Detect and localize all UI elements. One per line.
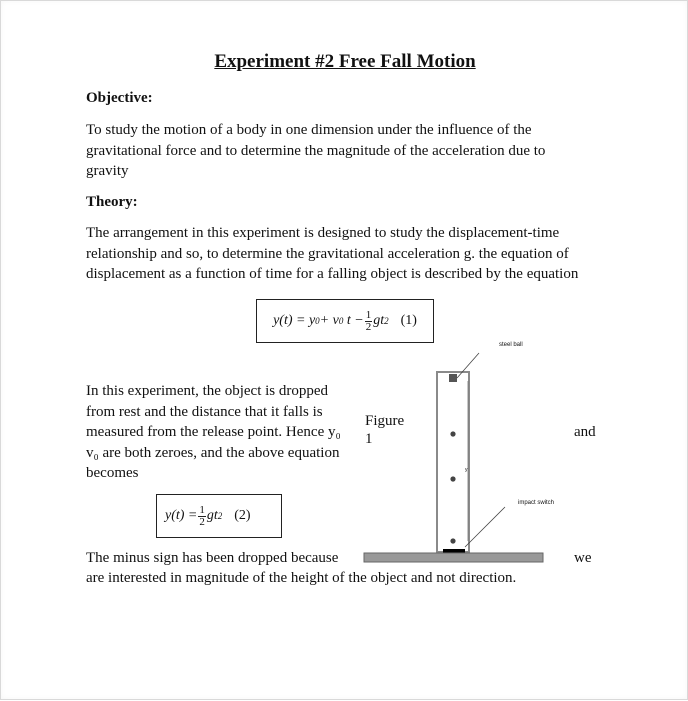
eq1-gt: gt [373,313,385,328]
experiment-line-1: In this experiment, the object is dropped [86,383,329,399]
objective-line-1: To study the motion of a body in one dimension under the influence of the [86,122,532,138]
closing-line-1: The minus sign has been dropped because [86,550,339,566]
experiment-line-5: becomes [86,465,139,481]
ball-position-3 [450,538,455,543]
eq2-frac-den: 2 [199,515,205,528]
objective-heading: Objective: [86,90,153,106]
theory-heading: Theory: [86,194,138,210]
eq1-frac-den: 2 [365,320,372,333]
ball-position-2 [450,476,455,481]
eq1-v0-subscript: 0 [338,316,344,326]
impact-switch-pointer [465,507,505,547]
release-clamp [449,374,457,382]
eq2-frac-num: 1 [199,503,205,516]
experiment-line-3: measured from the release point. Hence y₀ [86,424,341,440]
theory-line-3: displacement as a function of time for a falling object is described by the equation [86,266,579,282]
closing-line-2: are interested in magnitude of the height of the object and not direction. [86,570,517,586]
impact-switch [443,549,465,553]
eq1-power: 2 [384,316,389,326]
stand-frame [437,372,469,552]
theory-line-1: The arrangement in this experiment is designed to study the displacement-time [86,225,560,241]
experiment-line-4: v₀ are both zeroes, and the above equation [86,444,340,461]
eq2-power: 2 [217,511,223,521]
steel-ball-label: steel ball [499,342,523,348]
objective-line-3: gravity [86,163,129,179]
equation-2-number: (2) [234,508,251,523]
eq1-v-term: + v [319,313,339,328]
document-title: Experiment #2 Free Fall Motion [214,51,476,72]
equation-1-number: (1) [400,313,417,328]
eq2-lhs: y(t) = [165,508,198,523]
free-fall-apparatus-figure [1,1,688,701]
eq1-y0-subscript: 0 [315,316,320,326]
figure-label-word: Figure [365,413,405,429]
side-word-and: and [574,424,596,440]
y-label: y [465,467,468,473]
side-word-we: we [574,550,592,566]
figure-label-number: 1 [365,431,373,447]
eq2-gt: gt [206,508,218,523]
eq1-frac-num: 1 [365,308,372,321]
experiment-line-2: from rest and the distance that it falls is [86,403,323,420]
theory-line-2: relationship and so, to determine the gravitational acceleration g. the equation of [86,245,569,262]
eq1-t-minus: t − [346,313,364,328]
impact-switch-label: impact switch [518,500,555,506]
objective-line-2: gravitational force and to determine the magnitude of the acceleration due to [86,142,546,159]
ball-position-1 [450,431,455,436]
eq1-lhs: y(t) = y [273,313,316,328]
apparatus-base [364,553,543,562]
